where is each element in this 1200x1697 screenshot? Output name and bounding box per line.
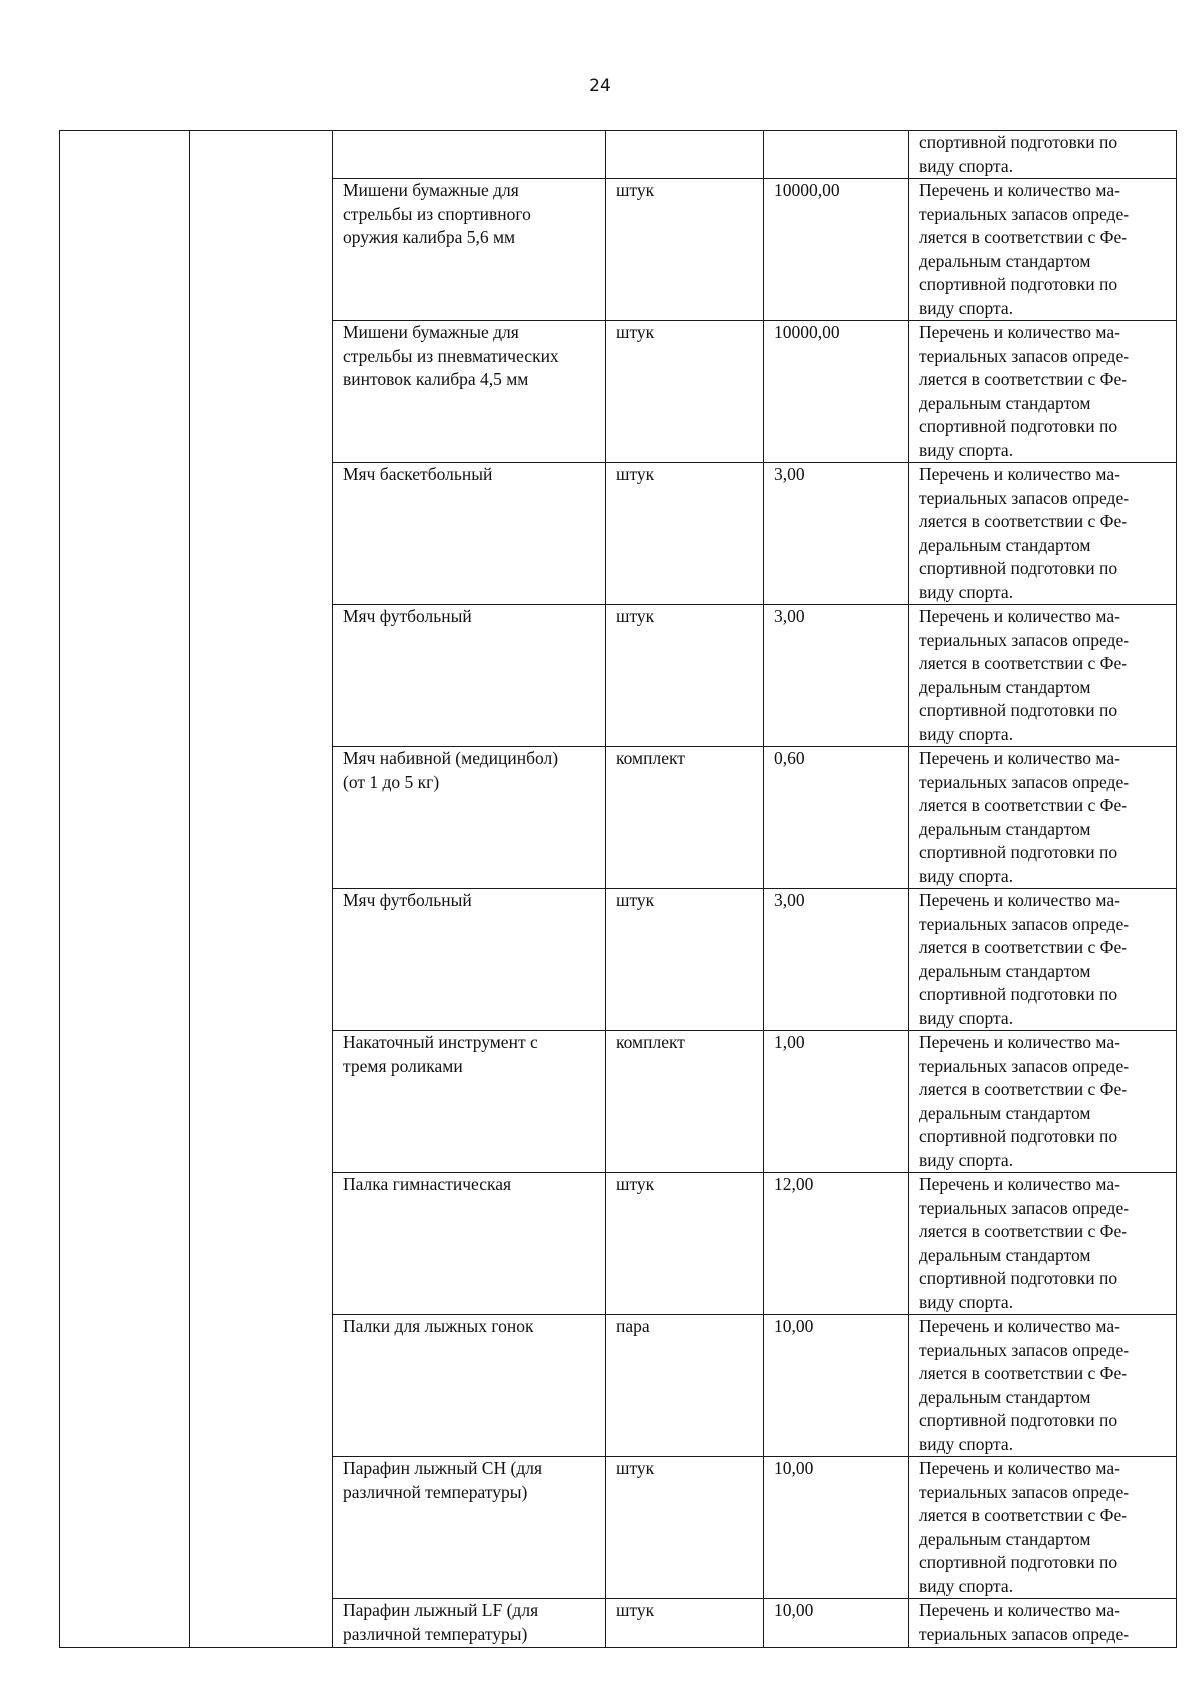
- table-row: [60, 131, 1177, 179]
- item-unit-cell: штук: [606, 889, 764, 1031]
- name-cell: [333, 131, 606, 179]
- item-name-cell: Палка гимнастическая: [333, 1173, 606, 1315]
- item-note-cell: Перечень и количество ма- териальных запасов опреде- ляется в соответствии с Фе- деральным стандартом спортивной подготовки по виду спорта.: [909, 605, 1177, 747]
- item-name-cell: Накаточный инструмент с тремя роликами: [333, 1031, 606, 1173]
- page-number: 24: [589, 76, 611, 96]
- item-unit-cell: комплект: [606, 747, 764, 889]
- item-unit-cell: пара: [606, 1315, 764, 1457]
- item-unit-cell: штук: [606, 605, 764, 747]
- item-name-cell: Мяч футбольный: [333, 605, 606, 747]
- item-note-cell: Перечень и количество ма- териальных запасов опреде- ляется в соответствии с Фе- деральным стандартом спортивной подготовки по виду спорта.: [909, 889, 1177, 1031]
- item-quantity-cell: 3,00: [764, 889, 909, 1031]
- item-note-cell: Перечень и количество ма- териальных запасов опреде- ляется в соответствии с Фе- деральным стандартом спортивной подготовки по виду спорта.: [909, 463, 1177, 605]
- item-quantity-cell: 12,00: [764, 1173, 909, 1315]
- item-note-cell: Перечень и количество ма- териальных запасов опреде- ляется в соответствии с Фе- деральным стандартом спортивной подготовки по виду спорта.: [909, 1173, 1177, 1315]
- item-note-cell: Перечень и количество ма- териальных запасов опреде- ляется в соответствии с Фе- деральным стандартом спортивной подготовки по виду спорта.: [909, 1457, 1177, 1599]
- item-quantity-cell: 1,00: [764, 1031, 909, 1173]
- item-quantity-cell: 10,00: [764, 1315, 909, 1457]
- item-unit-cell: штук: [606, 1457, 764, 1599]
- item-note-cell: Перечень и количество ма- териальных запасов опреде- ляется в соответствии с Фе- деральным стандартом спортивной подготовки по виду спорта.: [909, 321, 1177, 463]
- item-name-cell: Палки для лыжных гонок: [333, 1315, 606, 1457]
- item-unit-cell: штук: [606, 1173, 764, 1315]
- item-note-cell: Перечень и количество ма- териальных запасов опреде- ляется в соответствии с Фе- деральным стандартом спортивной подготовки по виду спорта.: [909, 1031, 1177, 1173]
- item-note-cell: Перечень и количество ма- териальных запасов опреде- ляется в соответствии с Фе- деральным стандартом спортивной подготовки по виду спорта.: [909, 747, 1177, 889]
- item-quantity-cell: 0,60: [764, 747, 909, 889]
- item-name-cell: Парафин лыжный CH (для различной температуры): [333, 1457, 606, 1599]
- item-unit-cell: штук: [606, 463, 764, 605]
- item-quantity-cell: 10,00: [764, 1457, 909, 1599]
- item-unit-cell: штук: [606, 1599, 764, 1648]
- merged-cell-col2: [190, 131, 333, 1648]
- unit-cell: [606, 131, 764, 179]
- item-note-cell: Перечень и количество ма- териальных запасов опреде- ляется в соответствии с Фе- деральным стандартом спортивной подготовки по виду спорта.: [909, 179, 1177, 321]
- table-body: [60, 131, 1177, 1648]
- merged-cell-col1: [60, 131, 190, 1648]
- item-unit-cell: штук: [606, 321, 764, 463]
- item-quantity-cell: 3,00: [764, 605, 909, 747]
- item-quantity-cell: 10,00: [764, 1599, 909, 1648]
- item-name-cell: Мишени бумажные для стрельбы из спортивного оружия калибра 5,6 мм: [333, 179, 606, 321]
- item-note-cell: Перечень и количество ма- териальных запасов опреде-: [909, 1599, 1177, 1648]
- item-name-cell: Парафин лыжный LF (для различной температуры): [333, 1599, 606, 1648]
- equipment-table: [59, 130, 1177, 1648]
- item-unit-cell: штук: [606, 179, 764, 321]
- item-note-cell: Перечень и количество ма- териальных запасов опреде- ляется в соответствии с Фе- деральным стандартом спортивной подготовки по виду спорта.: [909, 1315, 1177, 1457]
- item-name-cell: Мяч футбольный: [333, 889, 606, 1031]
- item-name-cell: Мяч баскетбольный: [333, 463, 606, 605]
- item-name-cell: Мяч набивной (медицинбол) (от 1 до 5 кг): [333, 747, 606, 889]
- item-unit-cell: комплект: [606, 1031, 764, 1173]
- item-quantity-cell: 10000,00: [764, 321, 909, 463]
- note-cell: спортивной подготовки по виду спорта.: [909, 131, 1177, 179]
- item-name-cell: Мишени бумажные для стрельбы из пневматических винтовок калибра 4,5 мм: [333, 321, 606, 463]
- item-quantity-cell: 10000,00: [764, 179, 909, 321]
- quantity-cell: [764, 131, 909, 179]
- item-quantity-cell: 3,00: [764, 463, 909, 605]
